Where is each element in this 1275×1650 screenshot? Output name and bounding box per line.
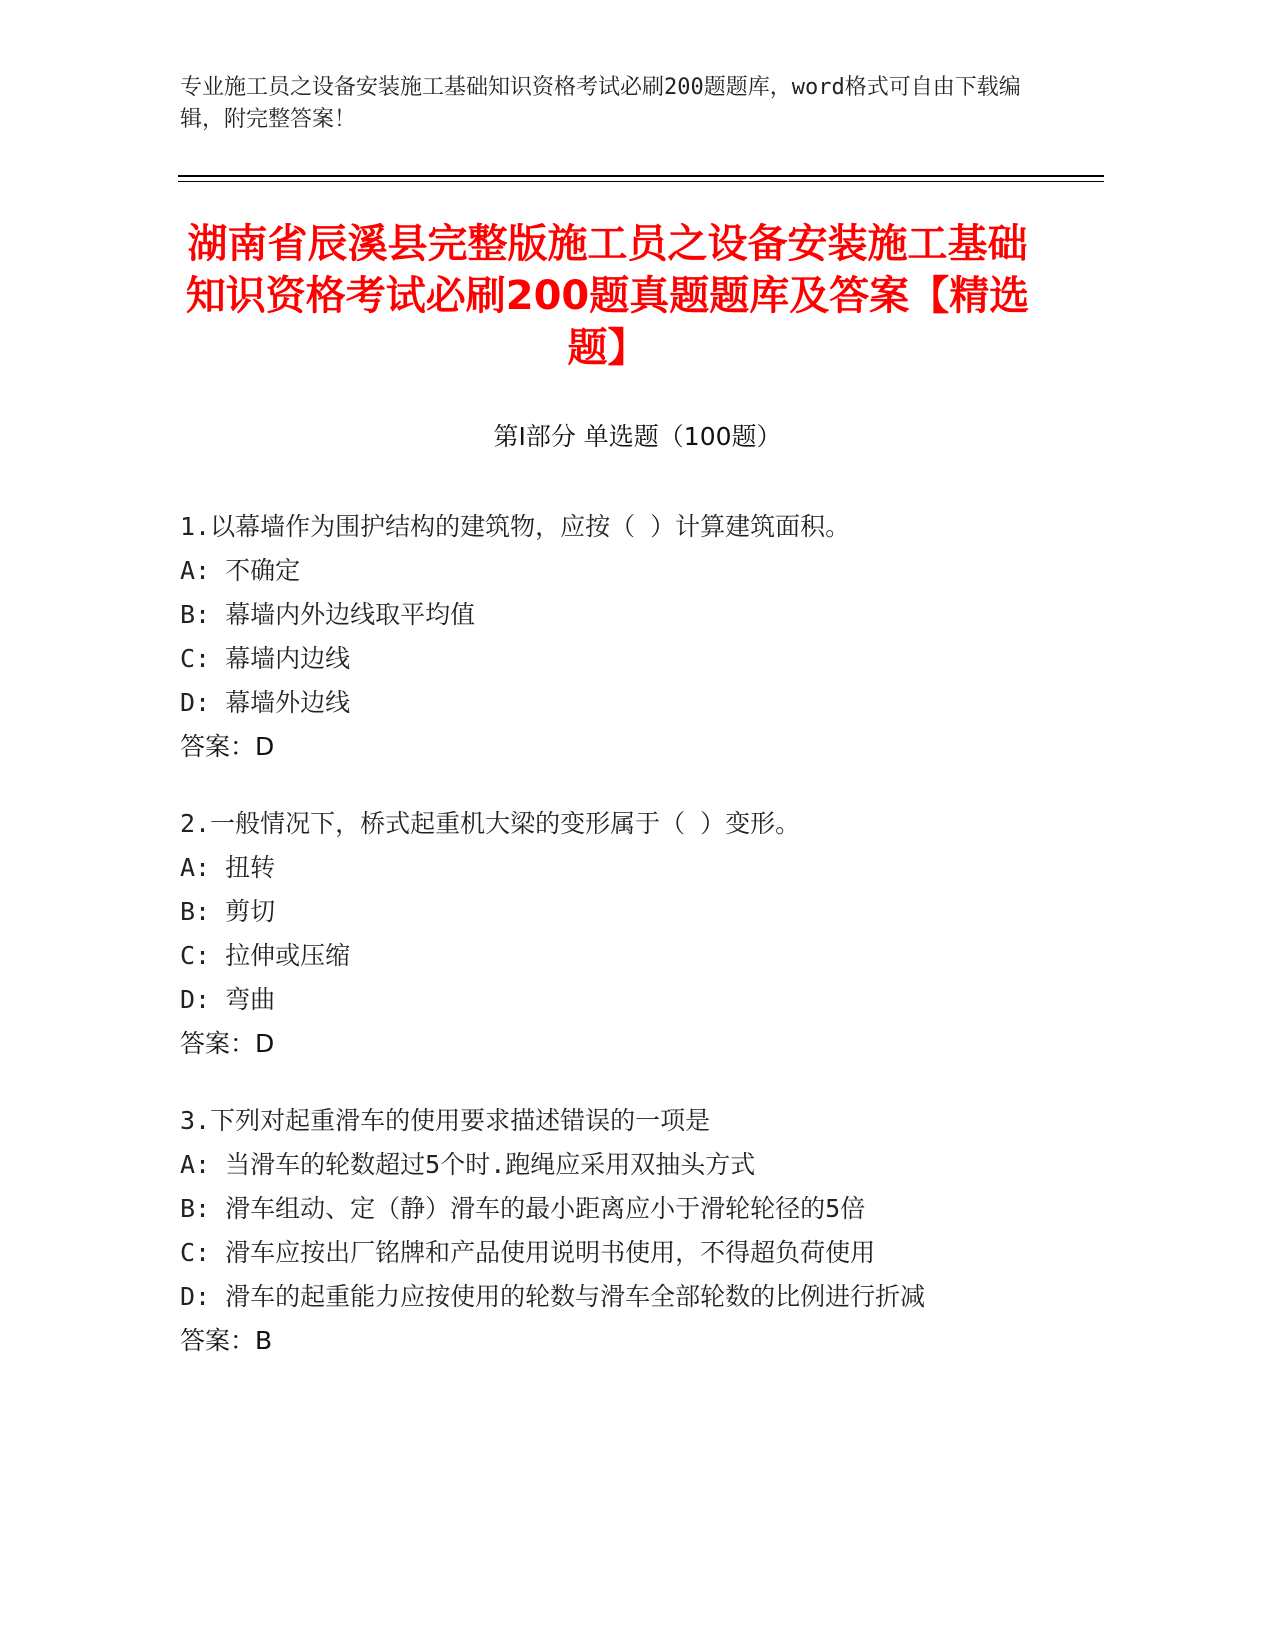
question-stem: 3.下列对起重滑车的使用要求描述错误的一项是 xyxy=(180,1106,711,1135)
answer: 答案：B xyxy=(180,1326,273,1355)
option-c: C: 拉伸或压缩 xyxy=(180,941,351,970)
question-stem: 2.一般情况下，桥式起重机大梁的变形属于（ ）变形。 xyxy=(180,809,801,838)
header-rule-thick xyxy=(178,175,1104,177)
answer: 答案：D xyxy=(180,732,275,761)
answer: 答案：D xyxy=(180,1029,275,1058)
header-note: 专业施工员之设备安装施工基础知识资格考试必刷200题题库，word格式可自由下载编辑，附完整答案！ xyxy=(180,75,1021,132)
option-d: D: 滑车的起重能力应按使用的轮数与滑车全部轮数的比例进行折减 xyxy=(180,1282,926,1311)
option-d: D: 幕墙外边线 xyxy=(180,688,351,717)
option-a: A: 不确定 xyxy=(180,556,301,585)
option-c: C: 幕墙内边线 xyxy=(180,644,351,673)
header-rule-thin xyxy=(178,181,1104,182)
question-2 xyxy=(180,802,1080,1066)
question-stem: 1.以幕墙作为围护结构的建筑物，应按（ ）计算建筑面积。 xyxy=(180,512,851,541)
option-b: B: 幕墙内外边线取平均值 xyxy=(180,600,476,629)
question-3 xyxy=(180,1099,1080,1363)
option-b: B: 剪切 xyxy=(180,897,276,926)
option-a: A: 扭转 xyxy=(180,853,276,882)
option-b: B: 滑车组动、定（静）滑车的最小距离应小于滑轮轮径的5倍 xyxy=(180,1194,866,1223)
question-1 xyxy=(180,505,1080,769)
section-title: 第I部分 单选题（100题） xyxy=(493,422,782,451)
option-c: C: 滑车应按出厂铭牌和产品使用说明书使用，不得超负荷使用 xyxy=(180,1238,876,1267)
document-title: 湖南省辰溪县完整版施工员之设备安装施工基础知识资格考试必刷200题真题题库及答案【精选题】 xyxy=(185,221,1030,371)
question-list xyxy=(180,505,1080,1396)
option-a: A: 当滑车的轮数超过5个时.跑绳应采用双抽头方式 xyxy=(180,1150,756,1179)
option-d: D: 弯曲 xyxy=(180,985,276,1014)
